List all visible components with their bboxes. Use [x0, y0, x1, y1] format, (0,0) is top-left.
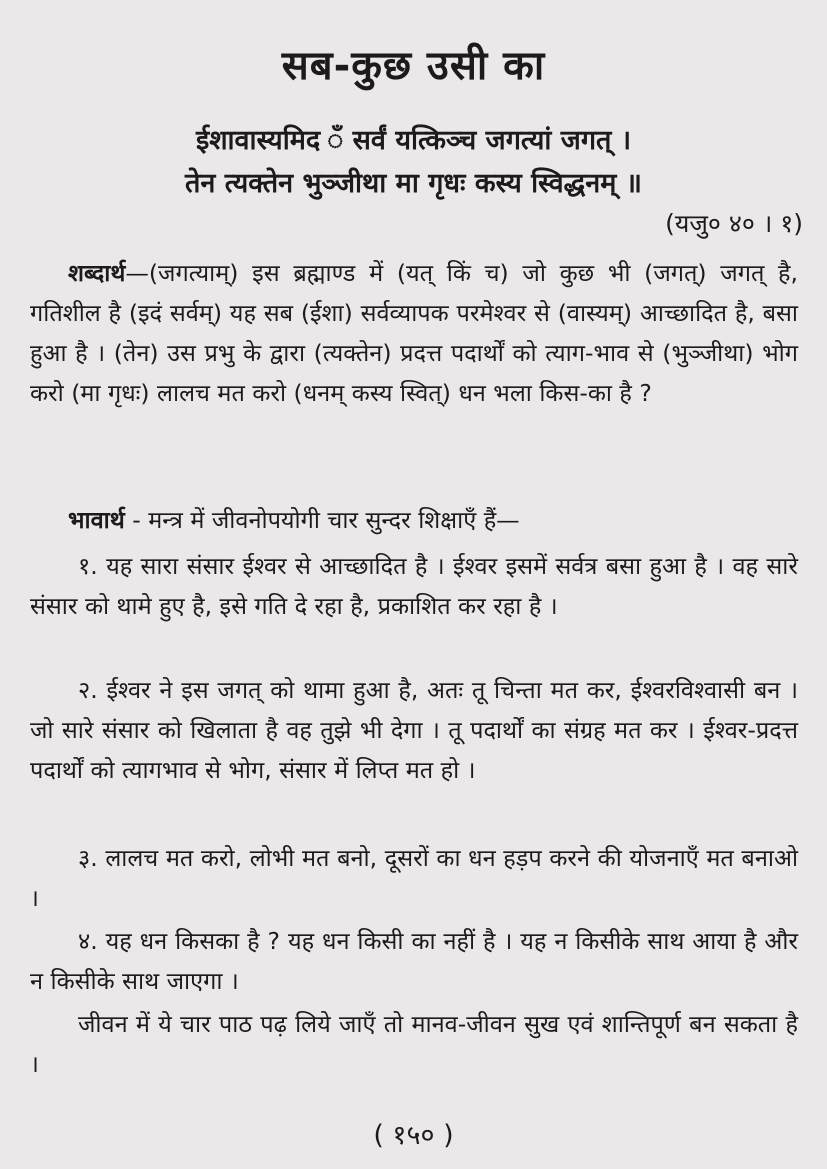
mantra-line-2: तेन त्यक्तेन भुञ्जीथा मा गृधः कस्य स्विद्धनम् ॥ — [185, 168, 642, 199]
teaching-point-2: २. ईश्वर ने इस जगत् को थामा हुआ है, अतः तू चिन्ता मत कर, ईश्वरविश्वासी बन । जो सारे संसार को खिलाता है वह तुझे भी देगा । तू पदार्थों का संग्रह मत कर । ईश्वर-प्रदत्त पदार्थों को त्यागभाव से भोग, संसार में लिप्त मत हो । — [30, 676, 798, 784]
teaching-point-4: ४. यह धन किसका है ? यह धन किसी का नहीं है । यह न किसीके साथ आया है और न किसीके साथ जाएगा । — [30, 927, 798, 995]
conclusion-paragraph: जीवन में ये चार पाठ पढ़ लिये जाएँ तो मानव-जीवन सुख एवं शान्तिपूर्ण बन सकता है । — [30, 1010, 798, 1078]
essence-label: भावार्थ — [68, 506, 125, 534]
essence-text: - मन्त्र में जीवनोपयोगी चार सुन्दर शिक्षाएँ हैं— — [124, 506, 520, 534]
teaching-point-3: ३. लालच मत करो, लोभी मत बनो, दूसरों का धन हड़प करने की योजनाएँ मत बनाओ । — [30, 844, 798, 912]
mantra-line-1: ईशावास्यमिद ँ सर्वं यत्किञ्च जगत्यां जगत् । — [195, 125, 632, 156]
page-number: ( १५० ) — [373, 1120, 454, 1151]
essence-paragraph — [30, 500, 798, 540]
word-meaning-text: —(जगत्याम्) इस ब्रह्माण्ड में (यत् किं च) जो कुछ भी (जगत्) जगत् है, गतिशील है (इदं सर्वम्) यह सब (ईशा) सर्वव्यापक परमेश्वर से (वास्यम्) आच्छादित है, बसा हुआ है । (तेन) उस प्रभु के द्वारा (त्यक्तेन) प्रदत्त पदार्थों को त्याग-भाव से (भुञ्जीथा) भोग करो (मा गृधः) लालच मत करो (धनम् कस्य स्वित्) धन भला किस-का है ? — [30, 259, 798, 407]
verse-reference: (यजु० ४० । १) — [665, 209, 803, 238]
word-meaning-label: शब्दार्थ — [68, 259, 126, 287]
page-title: सब-कुछ उसी का — [281, 43, 546, 89]
word-meaning-paragraph — [30, 253, 798, 413]
teaching-point-1: १. यह सारा संसार ईश्वर से आच्छादित है । ईश्वर इसमें सर्वत्र बसा हुआ है । वह सारे संसार को थामे हुए है, इसे गति दे रहा है, प्रकाशित कर रहा है । — [30, 552, 798, 620]
